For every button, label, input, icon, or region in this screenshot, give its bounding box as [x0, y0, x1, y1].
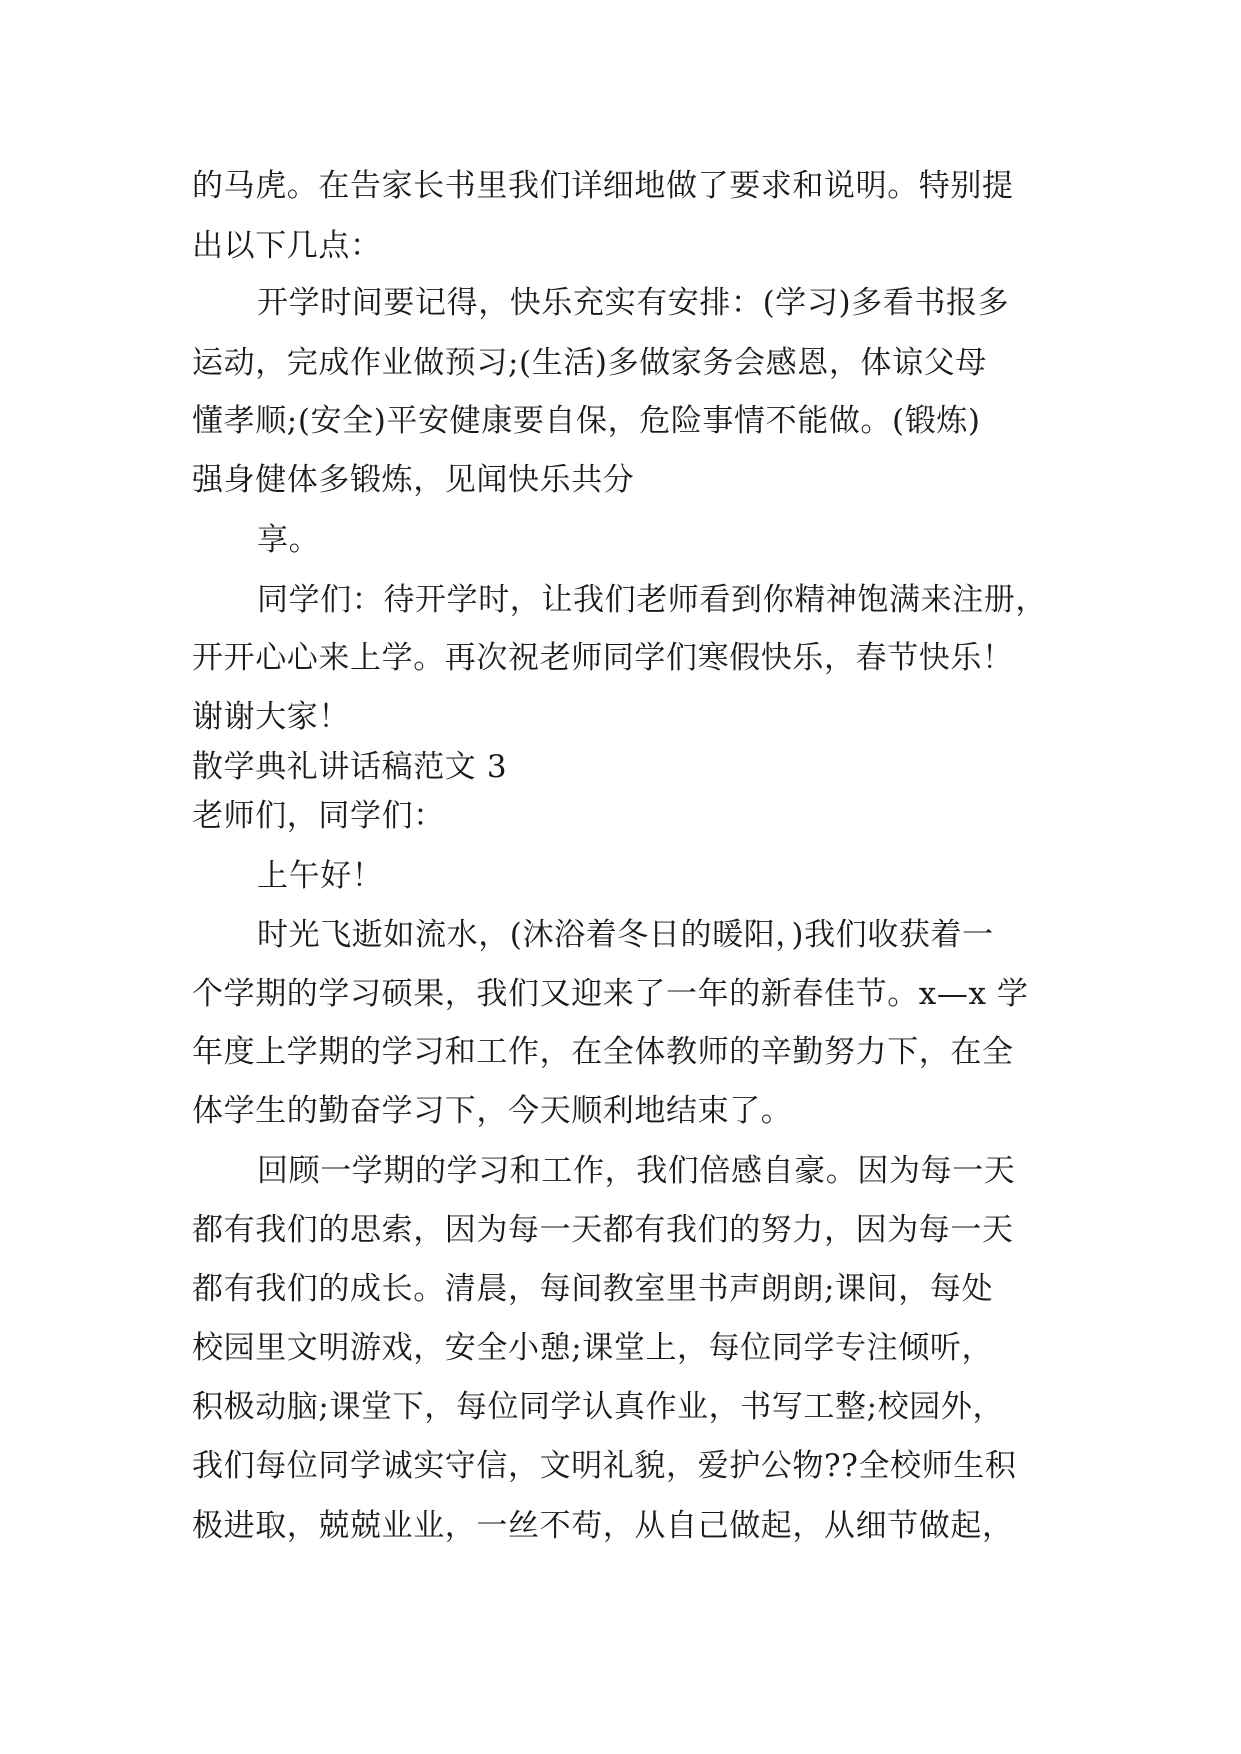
text-line: 开开心心来上学。再次祝老师同学们寒假快乐，春节快乐！ [192, 640, 1014, 676]
text-line: 个学期的学习硕果，我们又迎来了一年的新春佳节。x—x 学 [192, 976, 1029, 1012]
text-line: 年度上学期的学习和工作，在全体教师的辛勤努力下，在全 [192, 1034, 1014, 1070]
text-line: 出以下几点： [192, 228, 382, 264]
text-line: 体学生的勤奋学习下，今天顺利地结束了。 [192, 1093, 793, 1129]
text-line: 校园里文明游戏，安全小憩;课堂上，每位同学专注倾听， [192, 1330, 994, 1366]
text-line: 运动，完成作业做预习;(生活)多做家务会感恩，体谅父母 [192, 345, 987, 381]
text-line: 都有我们的成长。清晨，每间教室里书声朗朗;课间，每处 [192, 1271, 994, 1307]
text-line: 懂孝顺;(安全)平安健康要自保，危险事情不能做。(锻炼) [192, 403, 981, 439]
paragraph-first-line: 时光飞逝如流水，(沐浴着冬日的暖阳，)我们收获着一 [257, 917, 994, 953]
paragraph-first-line: 开学时间要记得，快乐充实有安排：(学习)多看书报多 [257, 285, 1010, 321]
text-line: 都有我们的思索，因为每一天都有我们的努力，因为每一天 [192, 1212, 1014, 1248]
paragraph-first-line: 享。 [257, 522, 321, 558]
paragraph-first-line: 回顾一学期的学习和工作，我们倍感自豪。因为每一天 [257, 1153, 1016, 1189]
section-heading: 散学典礼讲话稿范文 3 [192, 749, 508, 785]
paragraph-first-line: 同学们：待开学时，让我们老师看到你精神饱满来注册， [257, 582, 1047, 618]
text-line: 的马虎。在告家长书里我们详细地做了要求和说明。特别提 [192, 168, 1014, 204]
text-line: 谢谢大家！ [192, 699, 350, 735]
text-line: 强身健体多锻炼，见闻快乐共分 [192, 462, 635, 498]
text-line: 积极动脑;课堂下，每位同学认真作业，书写工整;校园外， [192, 1389, 1005, 1425]
salutation: 老师们，同学们： [192, 798, 445, 834]
text-line: 极进取，兢兢业业，一丝不苟，从自己做起，从细节做起， [192, 1508, 1014, 1544]
greeting: 上午好！ [257, 858, 384, 894]
text-line: 我们每位同学诚实守信，文明礼貌，爱护公物??全校师生积 [192, 1448, 1017, 1484]
